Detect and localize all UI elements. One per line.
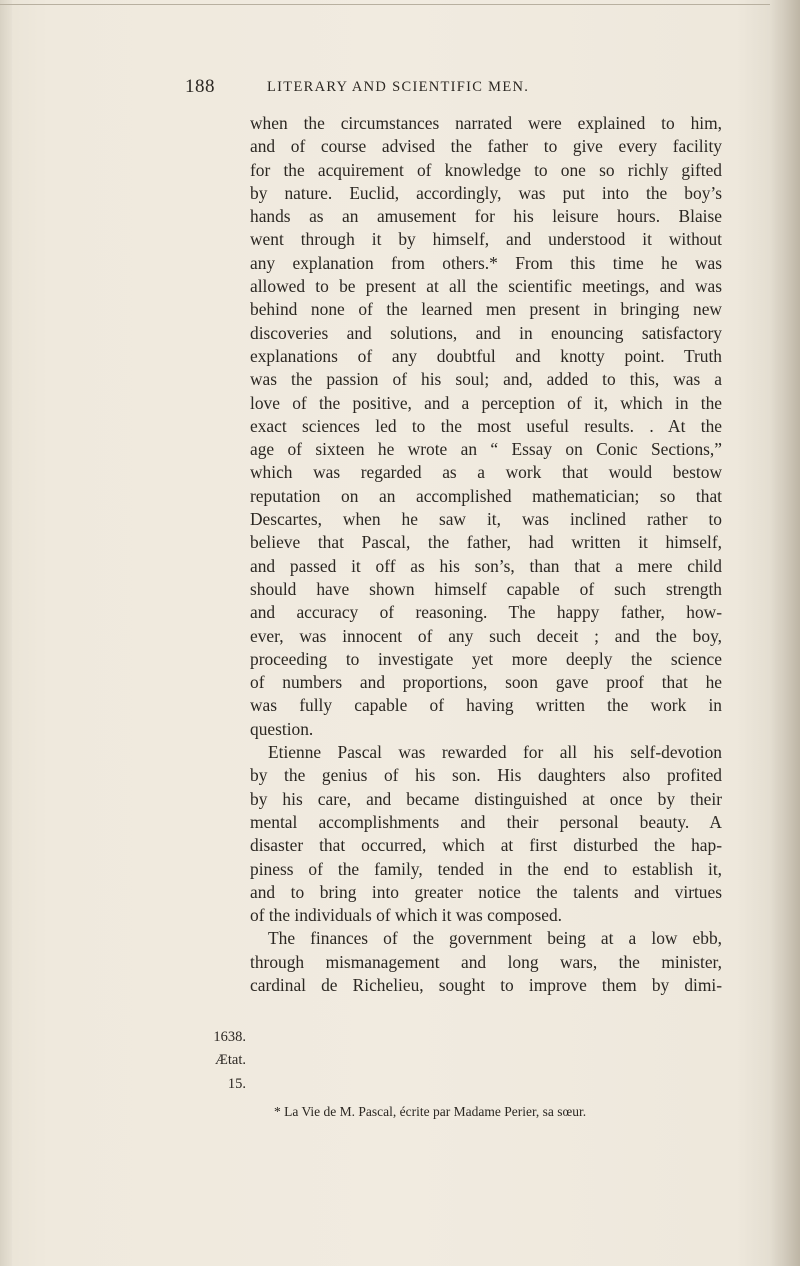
text-line: age of sixteen he wrote an “ Essay on Conic Sections,” [250, 439, 722, 460]
text-line: and accuracy of reasoning. The happy father, how- [250, 602, 722, 623]
text-line: explanations of any doubtful and knotty point. Truth [250, 345, 722, 366]
text-line: proceeding to investigate yet more deeply the science [250, 648, 722, 669]
text-line: was fully capable of having written the work in [250, 695, 722, 716]
text-line: through mismanagement and long wars, the minister, [250, 951, 722, 972]
text-line: and to bring into greater notice the talents and virtues [250, 881, 722, 902]
text-line: which was regarded as a work that would bestow [250, 462, 722, 483]
text-line: behind none of the learned men present in bringing new [250, 299, 722, 320]
text-line: hands as an amusement for his leisure hours. Blaise [250, 206, 722, 227]
footnote: * La Vie de M. Pascal, écrite par Madame Perier, sa sœur. [274, 1104, 587, 1119]
text-line: Descartes, when he saw it, was inclined rather to [250, 509, 722, 530]
paragraph-end-line: of the individuals of which it was composed. [250, 905, 563, 926]
text-line: by his care, and became distinguished at once by their [250, 788, 722, 809]
text-line: mental accomplishments and their personal beauty. A [250, 811, 722, 832]
paragraph-start-line: The finances of the government being at a low ebb, [268, 928, 722, 949]
margin-note-aetat: Ætat. [214, 1052, 246, 1069]
text-line: and passed it off as his son’s, than that a mere child [250, 555, 722, 576]
text-line: for the acquirement of knowledge to one so richly gifted [250, 159, 722, 180]
text-line: should have shown himself capable of such strength [250, 578, 722, 599]
text-line: any explanation from others.* From this time he was [250, 252, 722, 273]
margin-note-age: 15. [227, 1075, 246, 1092]
text-line: piness of the family, tended in the end to establish it, [250, 858, 722, 879]
running-head: LITERARY AND SCIENTIFIC MEN. [267, 79, 530, 95]
text-line: exact sciences led to the most useful results. . At the [250, 415, 722, 436]
page-gutter-shadow [0, 0, 12, 1266]
text-line: cardinal de Richelieu, sought to improve them by dimi- [250, 974, 722, 995]
text-line: love of the positive, and a perception of it, which in the [250, 392, 722, 413]
text-line: of numbers and proportions, soon gave proof that he [250, 672, 722, 693]
margin-notes [176, 1026, 246, 1096]
text-line: was the passion of his soul; and, added to this, was a [250, 369, 722, 390]
paragraph-end-line: question. [250, 718, 314, 739]
text-line: when the circumstances narrated were explained to him, [250, 113, 722, 133]
text-line: allowed to be present at all the scientific meetings, and was [250, 276, 722, 297]
text-line: believe that Pascal, the father, had written it himself, [250, 532, 722, 553]
page-edge-shadow [770, 0, 800, 1266]
text-line: discoveries and solutions, and in enouncing satisfactory [250, 322, 722, 343]
page-header [185, 76, 725, 102]
body-text [250, 112, 722, 997]
text-line: by the genius of his son. His daughters also profited [250, 765, 722, 786]
margin-note-year: 1638. [213, 1029, 246, 1045]
text-line: went through it by himself, and understood it without [250, 229, 722, 250]
page-number: 188 [185, 76, 215, 97]
page-top-edge [0, 4, 770, 5]
text-line: reputation on an accomplished mathematician; so that [250, 485, 722, 506]
text-line: by nature. Euclid, accordingly, was put into the boy’s [250, 182, 722, 203]
text-line: and of course advised the father to give every facility [250, 136, 722, 157]
text-line: ever, was innocent of any such deceit ; and the boy, [250, 625, 722, 646]
text-line: disaster that occurred, which at first disturbed the hap- [250, 835, 722, 856]
paragraph-start-line: Etienne Pascal was rewarded for all his self-devotion [268, 742, 722, 763]
